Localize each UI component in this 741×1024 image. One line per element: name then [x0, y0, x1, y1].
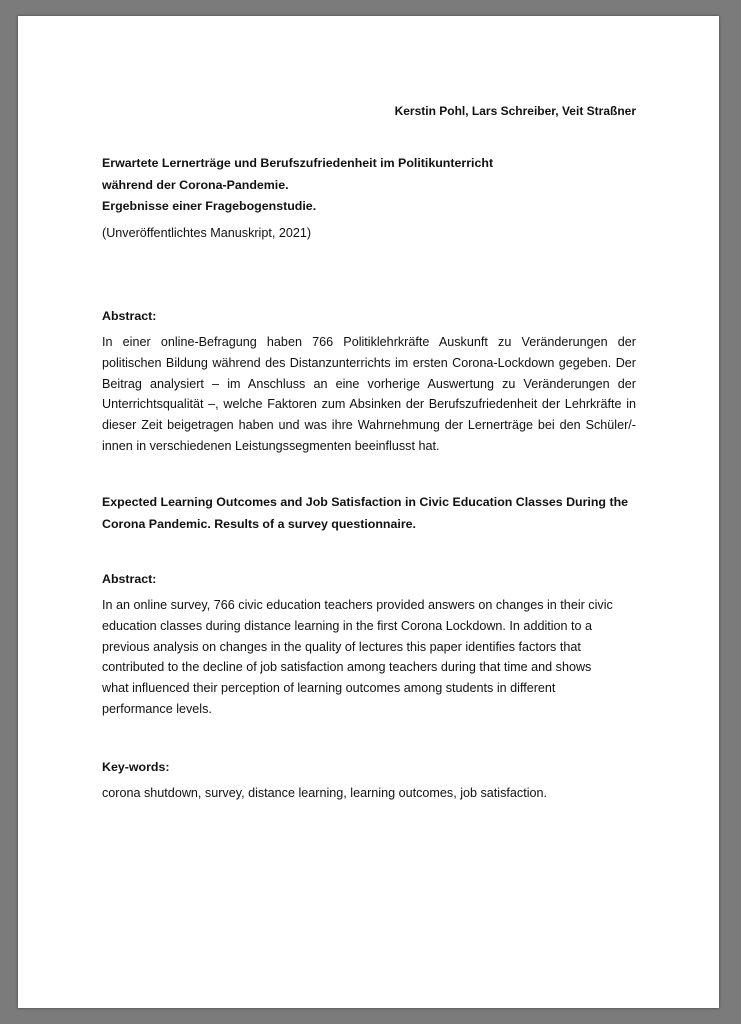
abstract-line: contributed to the decline of job satisfaction among teachers during that time and shows [102, 660, 592, 675]
keywords-text: corona shutdown, survey, distance learning, learning outcomes, job satisfaction. [102, 786, 547, 800]
abstract-line: what influenced their perception of learning outcomes among students in different [102, 681, 556, 696]
document-page [18, 16, 719, 1008]
english-abstract-heading: Abstract: [102, 572, 157, 586]
author-list: Kerstin Pohl, Lars Schreiber, Veit Straßner [394, 104, 636, 118]
german-abstract-heading: Abstract: [102, 309, 157, 323]
abstract-line: previous analysis on changes in the quality of lectures this paper identifies factors that [102, 639, 581, 654]
english-abstract-text [102, 595, 636, 720]
abstract-line: In an online survey, 766 civic education teachers provided answers on changes in their civic [102, 598, 613, 612]
abstract-line: performance levels. [102, 701, 212, 716]
keywords-heading: Key-words: [102, 760, 170, 774]
german-title-line: während der Corona-Pandemie. [102, 177, 289, 192]
german-abstract-text: In einer online-Befragung haben 766 Politiklehrkräfte Auskunft zu Veränderungen der politischen Bildung während des Distanzunterrichts im ersten Corona-Lockdown gegeben. Der Beitrag analysiert – im Anschluss an eine vorherige Auswertung zu Veränderungen der Unterrichtsqualität –, welche Faktoren zum Absinken der Berufszufriedenheit der Lehrkräfte in dieser Zeit beigetragen haben und was ihre Wahrnehmung der Lernerträge bei den Schüler/-innen in verschiedenen Leistungssegmenten beeinflusst hat. [102, 335, 636, 453]
german-title [102, 153, 493, 218]
english-title-line: Corona Pandemic. Results of a survey questionnaire. [102, 516, 416, 531]
english-title [102, 492, 628, 535]
manuscript-note: (Unveröffentlichtes Manuskript, 2021) [102, 226, 312, 240]
german-title-line: Erwartete Lernerträge und Berufszufriedenheit im Politikunterricht [102, 156, 494, 170]
abstract-line: education classes during distance learning in the first Corona Lockdown. In addition to a [102, 618, 593, 633]
english-title-line: Expected Learning Outcomes and Job Satisfaction in Civic Education Classes During the [102, 495, 629, 509]
german-subtitle: Ergebnisse einer Fragebogenstudie. [102, 199, 317, 213]
